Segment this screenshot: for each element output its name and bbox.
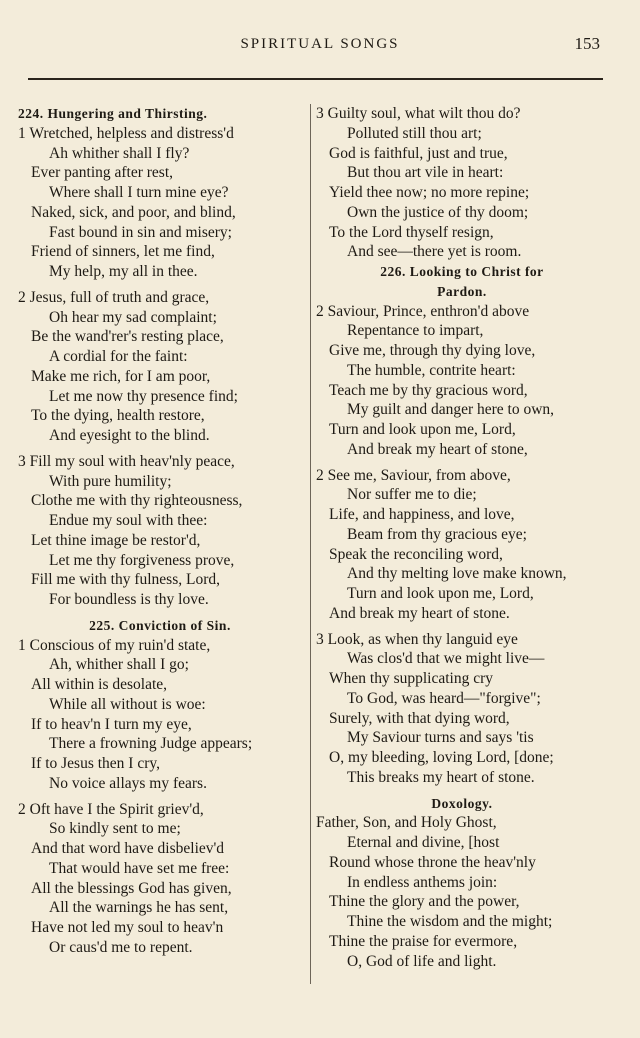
verse-line: Thine the wisdom and the might; <box>347 913 553 930</box>
page-header-title: SPIRITUAL SONGS <box>240 36 400 52</box>
verse-line: Endue my soul with thee: <box>49 512 208 529</box>
verse-line: Let me now thy presence find; <box>49 387 238 405</box>
verse-line: This breaks my heart of stone. <box>347 768 535 786</box>
hymn-heading: Pardon. <box>437 283 487 299</box>
verse-line: To God, was heard—"forgive"; <box>347 689 541 707</box>
verse-line: Father, Son, and Holy Ghost, <box>316 814 497 832</box>
verse-line: If to heav'n I turn my eye, <box>31 715 192 733</box>
verse-line: So kindly sent to me; <box>49 820 181 838</box>
verse-line: 3 Look, as when thy languid eye <box>316 630 518 648</box>
verse-line: Or caus'd me to repent. <box>49 938 193 956</box>
verse-line: Ever panting after rest, <box>31 164 174 182</box>
verse-line: 3 Fill my soul with heav'nly peace, <box>18 452 235 470</box>
verse-line: Beam from thy gracious eye; <box>347 525 527 543</box>
verse-line: To the Lord thyself resign, <box>329 223 494 241</box>
verse-line: And break my heart of stone, <box>347 440 528 458</box>
verse-line: Fast bound in sin and misery; <box>49 223 232 241</box>
verse-line: Thine the praise for evermore, <box>329 932 518 950</box>
hymn-heading: Doxology. <box>431 795 493 811</box>
verse-line: Nor suffer me to die; <box>347 486 477 504</box>
verse-line: If to Jesus then I cry, <box>31 755 160 772</box>
verse-line: God is faithful, just and true, <box>329 144 508 162</box>
verse-line: All the warnings he has sent, <box>49 899 229 917</box>
verse-line: Ah whither shall I fly? <box>49 144 190 162</box>
verse-line: Clothe me with thy righteousness, <box>31 492 243 510</box>
verse-line: When thy supplicating cry <box>329 670 493 687</box>
verse-line: Let me thy forgiveness prove, <box>49 551 235 569</box>
verse-line: Round whose throne the heav'nly <box>329 853 536 871</box>
verse-line: No voice allays my fears. <box>49 774 207 792</box>
verse-line: 2 Oft have I the Spirit griev'd, <box>18 800 204 818</box>
verse-line: Own the justice of thy doom; <box>347 203 529 221</box>
verse-line: A cordial for the faint: <box>49 348 188 365</box>
verse-line: Was clos'd that we might live— <box>347 650 545 668</box>
hymn-heading: 226. Looking to Christ for <box>380 264 544 279</box>
verse-line: Ah, whither shall I go; <box>49 656 189 674</box>
verse-line: All within is desolate, <box>31 676 168 693</box>
verse-line: That would have set me free: <box>49 859 230 877</box>
verse-line: Turn and look upon me, Lord, <box>347 585 534 602</box>
verse-line: Thine the glory and the power, <box>329 893 520 911</box>
verse-line: Life, and happiness, and love, <box>329 506 515 523</box>
verse-line: Turn and look upon me, Lord, <box>329 421 516 438</box>
verse-line: All the blessings God has given, <box>31 879 232 897</box>
page-number: 153 <box>574 34 600 53</box>
verse-line: My help, my all in thee. <box>49 263 198 280</box>
verse-line: Have not led my soul to heav'n <box>31 919 224 936</box>
verse-line: But thou art vile in heart: <box>347 164 504 182</box>
verse-line: 2 Jesus, full of truth and grace, <box>18 288 210 306</box>
verse-line: Oh hear my sad complaint; <box>49 308 217 326</box>
verse-line: To the dying, health restore, <box>31 407 205 425</box>
verse-line: Repentance to impart, <box>347 322 484 340</box>
verse-line: O, my bleeding, loving Lord, [done; <box>329 749 554 766</box>
verse-line: In endless anthems join: <box>347 873 498 891</box>
verse-line: Be the wand'rer's resting place, <box>31 328 224 346</box>
header-rule <box>28 78 603 80</box>
verse-line: And break my heart of stone. <box>329 604 510 622</box>
verse-line: 2 See me, Saviour, from above, <box>316 466 511 484</box>
verse-line: The humble, contrite heart: <box>347 361 516 379</box>
column-divider <box>310 104 311 984</box>
verse-line: Polluted still thou art; <box>347 124 482 142</box>
hymn-heading: 225. Conviction of Sin. <box>89 617 231 633</box>
verse-line: 1 Conscious of my ruin'd state, <box>18 636 211 654</box>
verse-line: Make me rich, for I am poor, <box>31 367 211 385</box>
verse-line: Eternal and divine, [host <box>347 834 500 851</box>
verse-line: Friend of sinners, let me find, <box>31 243 215 261</box>
verse-line: And thy melting love make known, <box>347 565 567 583</box>
left-column <box>14 104 306 958</box>
verse-line: While all without is woe: <box>49 695 206 713</box>
verse-line: My Saviour turns and says 'tis <box>347 729 534 747</box>
verse-line: Fill me with thy fulness, Lord, <box>31 571 221 589</box>
verse-line: And that word have disbeliev'd <box>31 840 225 857</box>
verse-line: With pure humility; <box>49 472 172 490</box>
verse-line: Naked, sick, and poor, and blind, <box>31 203 236 221</box>
verse-line: O, God of life and light. <box>347 952 497 970</box>
verse-line: For boundless is thy love. <box>49 591 209 608</box>
hymn-heading: 224. Hungering and Thirsting. <box>18 106 208 121</box>
verse-line: 3 Guilty soul, what wilt thou do? <box>316 105 521 122</box>
right-column <box>312 104 612 971</box>
verse-line: Give me, through thy dying love, <box>329 342 536 359</box>
verse-line: 2 Saviour, Prince, enthron'd above <box>316 302 530 320</box>
verse-line: Let thine image be restor'd, <box>31 531 201 549</box>
verse-line: And eyesight to the blind. <box>49 427 210 444</box>
verse-line: And see—there yet is room. <box>347 243 522 261</box>
verse-line: Surely, with that dying word, <box>329 709 510 727</box>
verse-line: Where shall I turn mine eye? <box>49 184 229 201</box>
verse-line: Speak the reconciling word, <box>329 545 503 563</box>
verse-line: My guilt and danger here to own, <box>347 401 555 419</box>
verse-line: Teach me by thy gracious word, <box>329 381 528 399</box>
verse-line: There a frowning Judge appears; <box>49 735 253 753</box>
verse-line: Yield thee now; no more repine; <box>329 184 530 201</box>
verse-line: 1 Wretched, helpless and distress'd <box>18 124 234 142</box>
